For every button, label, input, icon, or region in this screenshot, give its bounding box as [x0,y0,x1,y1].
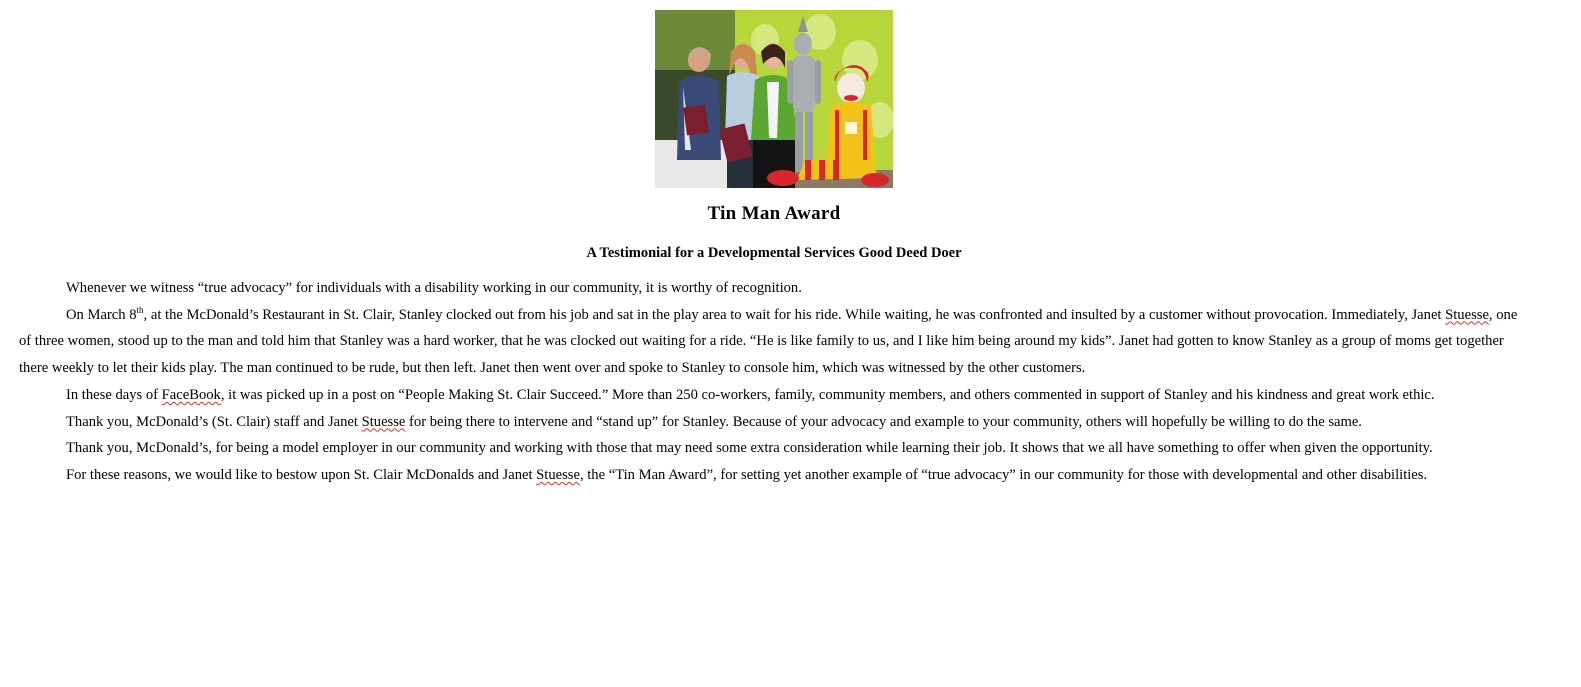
paragraph-3-text-b: , it was picked up in a post on “People Making St. Clair Succeed.” More than 250 co-workers, family, community members, and others commented in support of Stanley and his kindness and great work ethic. [220,386,1435,403]
paragraph-2-text-c: , one of three women, stood up to the man and told him that Stanley was a hard worker, that he was clocked out waiting for a ride. “He is like family to us, and I like him being around my kids”. Janet had gotten to know Stanley as a group of moms get together there weekly to let their kids play. The man continued to be rude, but then left. Janet then went over and spoke to Stanley to console him, which was witnessed by the other customers. [19,306,1518,377]
paragraph-6 [19,462,1533,489]
paragraph-2-superscript: th [136,304,144,315]
award-photo [655,10,893,188]
paragraph-2-text-a: On March 8 [66,306,137,323]
paragraph-5: Thank you, McDonald’s, for being a model employer in our community and working with those that may need some extra consideration while learning their job. It shows that we all have something to offer when given the opportunity. [66,440,1433,457]
document-body [19,275,1533,489]
spellcheck-flagged-word[interactable]: Stuesse [1445,306,1489,323]
document-subtitle: A Testimonial for a Developmental Services Good Deed Doer [586,245,962,261]
paragraph-2 [19,302,1533,382]
award-photo-illustration [655,10,893,188]
paragraph-6-text-b: , the “Tin Man Award”, for setting yet another example of “true advocacy” in our community for those with developmental and other disabilities. [579,466,1428,483]
paragraph-2-text-b: , at the McDonald’s Restaurant in St. Clair, Stanley clocked out from his job and sat in the play area to wait for his ride. While waiting, he was confronted and insulted by a customer without provocation. Immediately, Janet [143,306,1446,323]
paragraph-3 [19,382,1533,409]
paragraph-4-text-b: for being there to intervene and “stand up” for Stanley. Because of your advocacy and example to your community, others will hopefully be willing to do the same. [405,413,1362,430]
document-title: Tin Man Award [707,203,841,224]
spellcheck-flagged-word[interactable]: FaceBook [161,386,221,403]
paragraph-3-text-a: In these days of [66,386,162,403]
spellcheck-flagged-word[interactable]: Stuesse [536,466,580,483]
spellcheck-flagged-word[interactable]: Stuesse [361,413,406,430]
paragraph-6-text-a: For these reasons, we would like to bestow upon St. Clair McDonalds and Janet [66,466,537,483]
paragraph-1: Whenever we witness “true advocacy” for individuals with a disability working in our community, it is worthy of recognition. [66,280,802,296]
paragraph-4-text-a: Thank you, McDonald’s (St. Clair) staff and Janet [66,413,362,430]
paragraph-4 [19,409,1533,436]
